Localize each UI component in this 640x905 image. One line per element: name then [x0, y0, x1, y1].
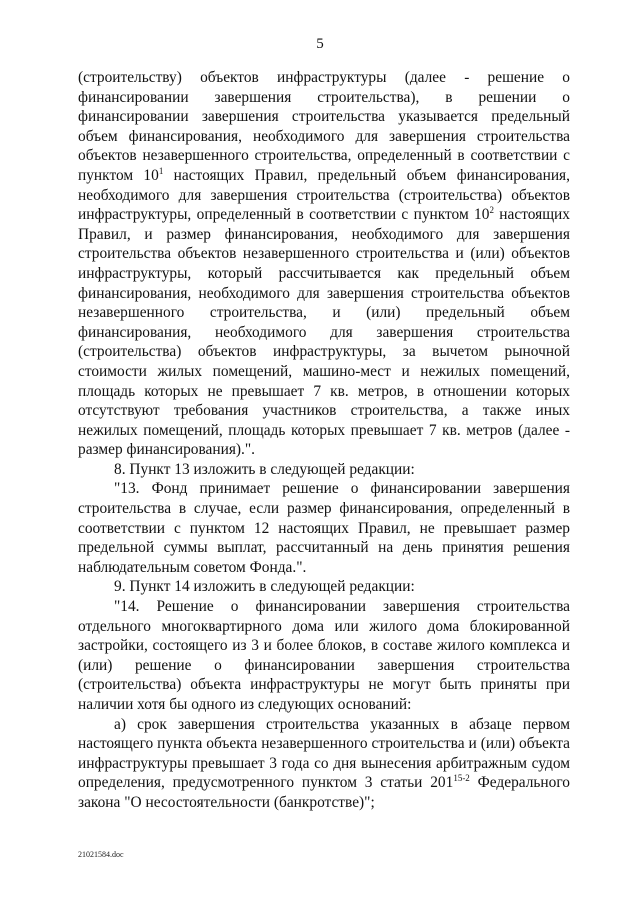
superscript: 1 — [158, 165, 164, 176]
paragraph-p3 — [78, 479, 570, 577]
document-body — [78, 68, 570, 813]
paragraph-p5 — [78, 597, 570, 715]
paragraph-text: 9. Пункт 14 изложить в следующей редакции: — [114, 578, 415, 596]
paragraph-p2 — [78, 460, 570, 480]
paragraph-text: настоящих Правил, и размер финансирования, необходимого для завершения строительства объектов незавершенного строительства и (или) объектов инфраструктуры, который рассчитывается как предельный объем финансирования, необходимого для завершения строительства объектов незавершенного строительства, и (или) предельный объем финансирования, необходимого для завершения строительства (строительства) объектов инфраструктуры, за вычетом рыночной стоимости жилых помещений, машино-мест и нежилых помещений, площадь которых не превышает 7 кв. метров, в отношении которых отсутствуют требования участников строительства, а также иных нежилых помещений, площадь которых превышает 7 кв. метров (далее - размер финансирования).". — [78, 206, 570, 459]
paragraph-text: а) срок завершения строительства указанных в абзаце первом настоящего пункта объекта незавершенного строительства и (или) объекта инфраструктуры превышает 3 года со дня вынесения арбитражным судом определения, предусмотренного пунктом 3 статьи 201 — [78, 715, 570, 792]
paragraph-text: настоящих Правил, предельный объем финансирования, необходимого для завершения строительства (строительства) объектов инфраструктуры, определенный в соответствии с пунктом 10 — [78, 166, 570, 224]
page-number: 5 — [316, 36, 324, 52]
paragraph-text: "13. Фонд принимает решение о финансировании завершения строительства в случае, если размер финансирования, определенный в соответствии с пунктом 12 настоящих Правил, не превышает размер предельной суммы выплат, рассчитанный на день принятия решения наблюдательным советом Фонда.". — [78, 480, 570, 576]
paragraph-text: Федерального закона "О несостоятельности (банкротстве)"; — [78, 774, 570, 811]
paragraph-p4 — [78, 577, 570, 597]
paragraph-text: (строительству) объектов инфраструктуры (далее - решение о финансировании завершения строительства), в решении о финансировании завершения строительства указывается предельный объем финансирования, необходимого для завершения строительства объектов незавершенного строительства, определенный в соответствии с пунктом 10 — [78, 69, 570, 184]
paragraph-p1 — [78, 68, 570, 460]
superscript: 2 — [489, 205, 494, 216]
document-file-code: 21021584.doc — [78, 850, 124, 859]
paragraph-p6 — [78, 715, 570, 813]
paragraph-text: 8. Пункт 13 изложить в следующей редакции: — [114, 460, 415, 478]
superscript: 15-2 — [453, 773, 470, 784]
paragraph-text: "14. Решение о финансировании завершения строительства отдельного многоквартирного дома или жилого дома блокированной застройки, состоящего из 3 и более блоков, в составе жилого комплекса и (или) решение о финансировании завершения строительства (строительства) объекта инфраструктуры не могут быть приняты при наличии хотя бы одного из следующих оснований: — [78, 598, 570, 713]
